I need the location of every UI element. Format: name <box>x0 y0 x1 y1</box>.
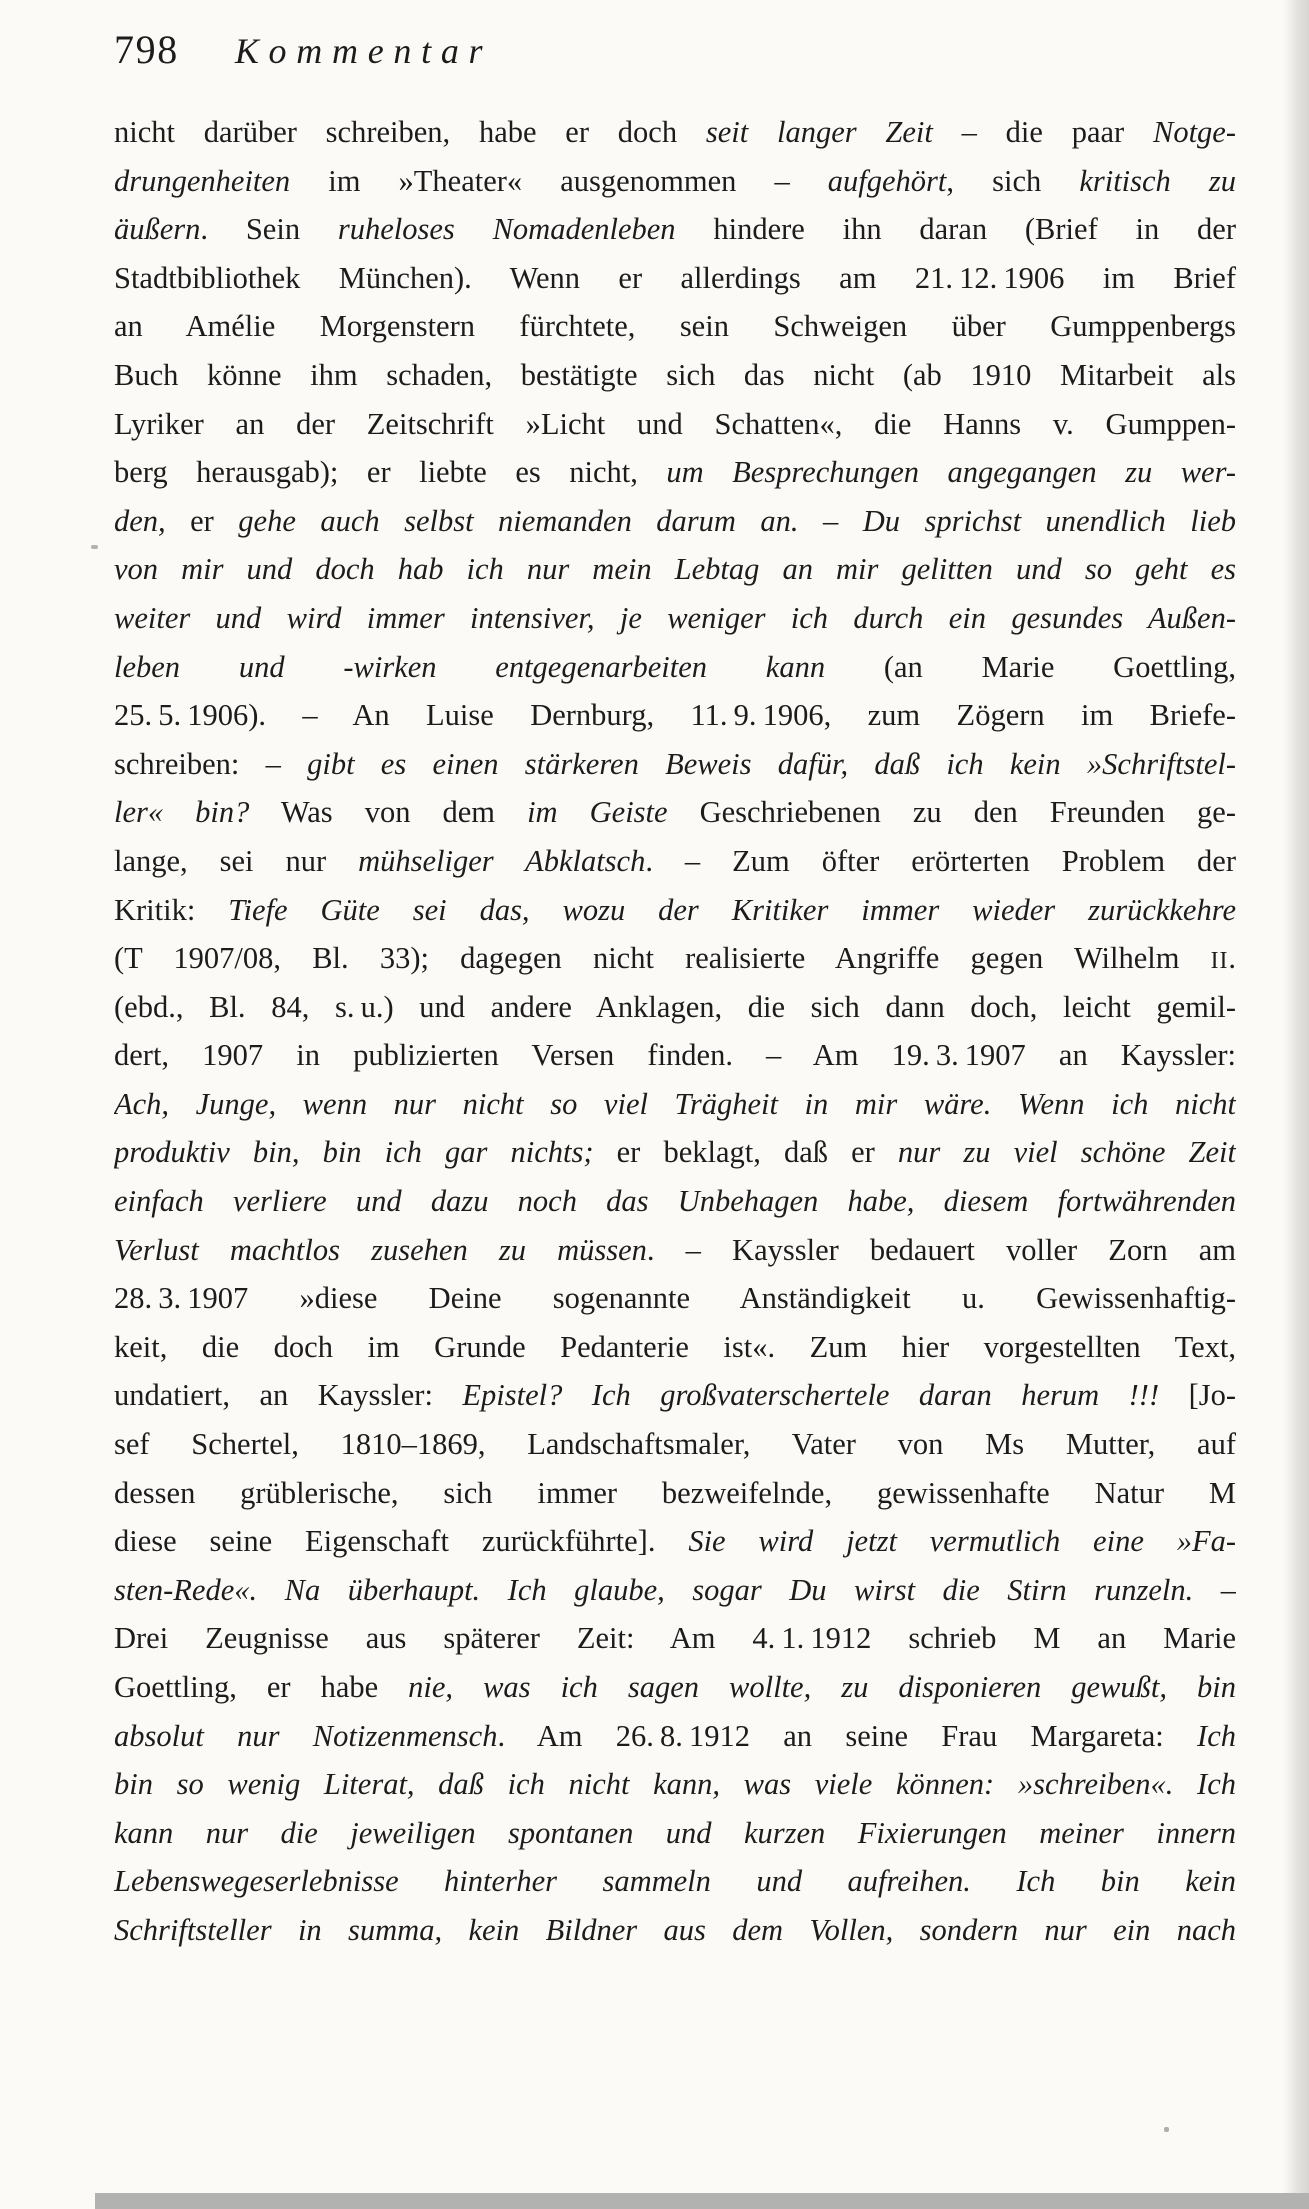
text-line <box>114 351 1236 400</box>
roman-text: – die paar <box>932 115 1153 149</box>
scan-speck <box>91 545 98 549</box>
italic-text: produktiv bin, bin ich gar nichts; <box>114 1135 594 1170</box>
roman-text: . Am 26. 8. 1912 an seine Frau Margareta: <box>497 1718 1198 1753</box>
text-block <box>114 108 1236 1955</box>
roman-text: Lyriker an der Zeitschrift »Licht und Schatten«, die Hanns v. Gumppen- <box>114 406 1236 441</box>
roman-text: . Sein <box>200 212 338 247</box>
text-line <box>114 1371 1236 1420</box>
italic-text: kritisch zu <box>1079 163 1236 198</box>
text-line <box>114 1809 1236 1858</box>
text-line <box>114 740 1236 789</box>
roman-text: Drei Zeugnisse aus späterer Zeit: Am 4. 1. 1912 schrieb M an Marie <box>114 1621 1236 1656</box>
text-line <box>114 108 1236 157</box>
italic-text: Schriftsteller in summa, kein Bildner aus dem Vollen, sondern nur ein nach <box>114 1912 1236 1947</box>
roman-text: (T 1907/08, Bl. 33); dagegen nicht realisierte Angriffe gegen Wilhelm <box>114 941 1211 976</box>
text-line <box>114 886 1236 935</box>
text-line <box>114 497 1236 546</box>
italic-text: bin so wenig Literat, daß ich nicht kann, was viele können: »schreiben«. Ich <box>114 1767 1236 1802</box>
italic-text: gehe auch selbst niemanden darum an. <box>238 503 799 538</box>
page-number: 798 <box>114 27 179 72</box>
text-line <box>114 1663 1236 1712</box>
text-line <box>114 934 1236 983</box>
roman-text: , sich <box>946 163 1080 198</box>
italic-text: mühseliger Abklatsch <box>358 843 646 878</box>
text-line <box>114 1323 1236 1372</box>
roman-text: Buch könne ihm schaden, bestätigte sich das nicht (ab 1910 Mitarbeit als <box>114 357 1236 392</box>
text-line <box>114 545 1236 594</box>
roman-text: hindere ihn daran (Brief in der <box>675 212 1236 247</box>
italic-text: Sie wird jetzt vermutlich eine »Fa- <box>688 1524 1236 1559</box>
italic-text: leben und -wirken entgegenarbeiten kann <box>114 649 826 684</box>
text-line <box>114 157 1236 206</box>
text-line <box>114 1128 1236 1177</box>
roman-text: (an Marie Goettling, <box>825 649 1236 684</box>
text-line <box>114 983 1236 1032</box>
roman-text: berg herausgab); er liebte es nicht, <box>114 455 667 490</box>
scan-edge-shadow <box>1283 0 1309 2209</box>
scan-speck <box>1164 2127 1169 2132</box>
roman-text: . – Kayssler bedauert voller Zorn am <box>646 1232 1236 1267</box>
italic-text: kann nur die jeweiligen spontanen und kurzen Fixierungen meiner innern <box>114 1815 1236 1850</box>
text-line <box>114 1712 1236 1761</box>
italic-text: absolut nur Notizenmensch <box>114 1718 498 1753</box>
italic-text: einfach verliere und dazu noch das Unbehagen habe, diesem fortwährenden <box>114 1184 1236 1219</box>
roman-text: [Jo- <box>1159 1378 1236 1413</box>
italic-text: Du sprichst unendlich lieb <box>862 503 1236 538</box>
text-line <box>114 1226 1236 1275</box>
text-line <box>114 1517 1236 1566</box>
text-line <box>114 205 1236 254</box>
roman-text: lange, sei nur <box>114 843 359 878</box>
roman-text: (ebd., Bl. 84, s. u.) und andere Anklagen, die sich dann doch, leicht gemil- <box>114 989 1236 1024</box>
roman-text: schreiben: – <box>114 746 308 781</box>
text-line <box>114 1857 1236 1906</box>
text-line <box>114 1469 1236 1518</box>
italic-text: den, <box>114 503 166 538</box>
roman-text: er <box>165 503 239 538</box>
roman-text: – <box>798 503 863 538</box>
text-line <box>114 594 1236 643</box>
text-line <box>114 1274 1236 1323</box>
text-line <box>114 302 1236 351</box>
roman-text: an Amélie Morgenstern fürchtete, sein Schweigen über Gumppenbergs <box>114 309 1236 344</box>
roman-text: dert, 1907 in publizierten Versen finden. – Am 19. 3. 1907 an Kayssler: <box>114 1038 1236 1073</box>
italic-text: Tiefe Güte sei das, wozu der Kritiker immer wieder zurückkehre <box>228 892 1236 927</box>
text-line <box>114 1906 1236 1955</box>
italic-text: ler« bin? <box>114 795 250 830</box>
roman-text: undatiert, an Kayssler: <box>114 1378 463 1413</box>
italic-text: sten-Rede«. Na überhaupt. Ich glaube, sogar Du wirst die Stirn runzeln. <box>114 1572 1194 1607</box>
italic-text: von mir und doch hab ich nur mein Lebtag an mir gelitten und so geht es <box>114 552 1236 587</box>
roman-text: Geschriebenen zu den Freunden ge- <box>667 795 1236 830</box>
italic-text: nie, was ich sagen wollte, zu disponieren gewußt, bin <box>408 1670 1236 1704</box>
text-line <box>114 788 1236 837</box>
italic-text: seit langer Zeit <box>705 115 933 149</box>
roman-text: sef Schertel, 1810–1869, Landschaftsmaler, Vater von Ms Mutter, auf <box>114 1427 1236 1462</box>
roman-text: keit, die doch im Grunde Pedanterie ist«. Zum hier vorgestellten Text, <box>114 1329 1236 1364</box>
text-line <box>114 1420 1236 1469</box>
text-line <box>114 1177 1236 1226</box>
roman-text: Kritik: <box>114 892 229 927</box>
roman-text: nicht darüber schreiben, habe er doch <box>114 115 706 149</box>
text-line <box>114 1031 1236 1080</box>
roman-text: dessen grüblerische, sich immer bezweifelnde, gewissenhafte Natur M <box>114 1475 1236 1510</box>
section-title: Kommentar <box>234 31 493 71</box>
text-line <box>114 448 1236 497</box>
italic-text: Epistel? Ich großvaterschertele daran herum !!! <box>462 1378 1160 1413</box>
text-line <box>114 1760 1236 1809</box>
text-line <box>114 1566 1236 1615</box>
italic-text: aufgehört <box>827 163 947 198</box>
roman-text: 28. 3. 1907 »diese Deine sogenannte Anständigkeit u. Gewissenhaftig- <box>114 1281 1236 1316</box>
roman-text: Stadtbibliothek München). Wenn er allerdings am 21. 12. 1906 im Brief <box>114 260 1236 295</box>
italic-text: Notge- <box>1152 115 1236 149</box>
italic-text: gibt es einen stärkeren Beweis dafür, daß ich kein »Schriftstel- <box>307 746 1236 781</box>
italic-text: im Geiste <box>527 795 668 830</box>
roman-text: diese seine Eigenschaft zurückführte]. <box>114 1524 689 1559</box>
running-head <box>114 26 492 73</box>
italic-text: Ach, Junge, wenn nur nicht so viel Trägheit in mir wäre. Wenn ich nicht <box>114 1086 1236 1121</box>
italic-text: nur zu viel schöne Zeit <box>897 1135 1236 1170</box>
text-line <box>114 837 1236 886</box>
italic-text: Ich <box>1197 1718 1236 1753</box>
italic-text: Verlust machtlos zusehen zu müssen <box>114 1232 647 1267</box>
scan-bottom-strip <box>95 2193 1309 2209</box>
roman-text: im »Theater« ausgenommen – <box>290 163 828 198</box>
italic-text: weiter und wird immer intensiver, je weniger ich durch ein gesundes Außen- <box>114 600 1236 635</box>
text-line <box>114 400 1236 449</box>
text-line <box>114 254 1236 303</box>
text-line <box>114 1614 1236 1663</box>
text-line <box>114 1080 1236 1129</box>
roman-text: Was von dem <box>249 795 528 830</box>
italic-text: ruheloses Nomadenleben <box>337 212 676 247</box>
roman-text: . – Zum öfter erörterten Problem der <box>645 843 1236 878</box>
text-line <box>114 691 1236 740</box>
smallcaps-text: II <box>1210 948 1229 975</box>
italic-text: drungenheiten <box>114 163 291 198</box>
roman-text: er beklagt, daß er <box>593 1135 898 1170</box>
italic-text: äußern <box>114 212 201 247</box>
roman-text: 25. 5. 1906). – An Luise Dernburg, 11. 9. 1906, zum Zögern im Briefe- <box>114 698 1236 733</box>
text-line <box>114 643 1236 692</box>
roman-text: – <box>1193 1572 1236 1607</box>
italic-text: Lebenswegeserlebnisse hinterher sammeln und aufreihen. Ich bin kein <box>114 1864 1236 1899</box>
roman-text: Goettling, er habe <box>114 1670 409 1704</box>
roman-text: . <box>1228 941 1236 976</box>
italic-text: um Besprechungen angegangen zu wer- <box>666 455 1236 490</box>
